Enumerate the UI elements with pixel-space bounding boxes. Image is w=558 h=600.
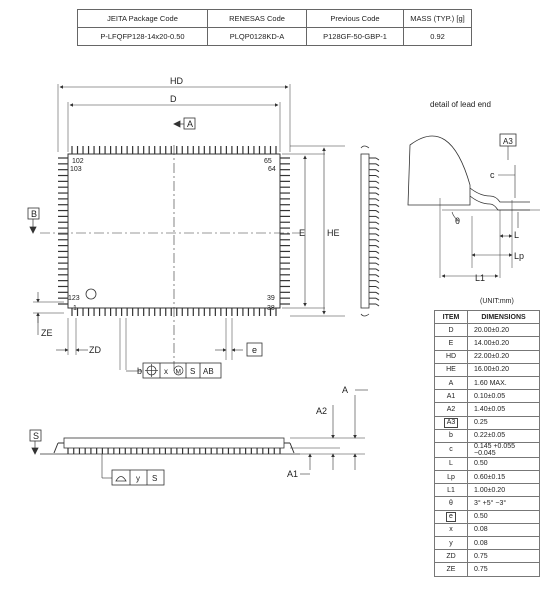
fcf-m: M [175,368,181,376]
flatness-y: y [136,474,140,483]
dim-value: 1.60 MAX. [468,376,540,389]
detail-a3: A3 [503,137,513,146]
dim-value: 0.60±0.15 [468,471,540,484]
dim-value: 0.75 [468,563,540,576]
dim-value: 22.00±0.20 [468,350,540,363]
dim-value: 0.08 [468,523,540,536]
datum-b-label: B [31,209,38,219]
header-previous: Previous Code [307,10,404,28]
col-dimensions: DIMENSIONS [468,311,540,324]
fcf-ab: AB [203,367,214,376]
header-jeita: JEITA Package Code [78,10,208,28]
value-jeita: P-LFQFP128-14x20-0.50 [78,28,208,46]
dim-value: 0.145 +0.055 −0.045 [468,442,540,457]
dim-item: A [435,376,468,389]
fcf-x: x [164,367,168,376]
pin-64-label: 64 [268,166,276,173]
detail-l: L [514,230,520,240]
dim-item: HD [435,350,468,363]
dim-value: 0.08 [468,537,540,550]
value-mass: 0.92 [404,28,472,46]
table-row [435,403,540,416]
dim-item: L1 [435,484,468,497]
dim-value: 0.75 [468,550,540,563]
label-e: E [299,228,306,238]
dim-item: E [435,337,468,350]
table-row [435,484,540,497]
flatness-icon [116,477,126,482]
detail-l1: L1 [475,273,486,283]
dim-item: ZD [435,550,468,563]
table-row [435,510,540,523]
right-leads [280,158,290,304]
unit-label: (UNIT:mm) [480,298,514,305]
pin-65-label: 65 [264,158,272,165]
dim-item: A2 [435,403,468,416]
pin-102-label: 102 [72,158,84,165]
header-mass: MASS (TYP.) [g] [404,10,472,28]
pin-1-label: 1 [73,305,77,312]
label-hd: HD [170,76,183,86]
table-row [435,324,540,337]
datum-a-label: A [187,119,194,129]
dim-item: A3 [435,416,468,429]
dim-value: 14.00±0.20 [468,337,540,350]
table-row [435,390,540,403]
dim-item: c [435,442,468,457]
dim-item: A1 [435,390,468,403]
table-row [435,363,540,376]
table-row [435,416,540,429]
label-zd: ZD [89,345,101,355]
dim-item: b [435,429,468,442]
value-renesas: PLQP0128KD-A [208,28,307,46]
label-e-pitch: e [252,345,258,355]
dim-item: L [435,457,468,470]
pin-103-label: 103 [70,166,82,173]
pin-39-label: 39 [267,295,275,302]
table-row [435,350,540,363]
table-row [435,471,540,484]
label-d: D [170,94,177,104]
dim-item: y [435,537,468,550]
end-view [361,146,379,316]
dimensions-header-row [435,311,540,324]
table-row [435,523,540,536]
label-he: HE [327,228,340,238]
label-ze: ZE [41,328,53,338]
dim-item: ZE [435,563,468,576]
dim-value: 0.50 [468,457,540,470]
left-leads [58,158,68,304]
detail-caption: detail of lead end [430,100,491,109]
col-item: ITEM [435,311,468,324]
detail-lp: Lp [514,251,525,261]
value-previous: P128GF-50-GBP-1 [307,28,404,46]
table-row [435,497,540,510]
dim-value: 3° +5° −3° [468,497,540,510]
table-row [435,537,540,550]
detail-theta: θ [455,216,461,226]
header-renesas: RENESAS Code [208,10,307,28]
table-row [435,563,540,576]
table-row [435,337,540,350]
label-a1: A1 [287,469,299,479]
flatness-s: S [152,474,158,483]
datum-s-label: S [33,431,40,441]
dim-value: 0.25 [468,416,540,429]
pin-123-label: 123 [68,295,80,302]
dim-value: 1.00±0.20 [468,484,540,497]
label-a2: A2 [316,406,328,416]
dim-item: e [435,510,468,523]
dim-value: 16.00±0.20 [468,363,540,376]
dim-item: θ [435,497,468,510]
table-row [435,550,540,563]
label-b: b [137,366,143,376]
dim-item: x [435,523,468,536]
table-row [435,457,540,470]
dim-item: HE [435,363,468,376]
dim-value: 0.22±0.05 [468,429,540,442]
detail-c: c [490,170,495,180]
table-row [435,429,540,442]
dim-item: Lp [435,471,468,484]
side-view [30,390,368,485]
dim-value: 1.40±0.05 [468,403,540,416]
dim-value: 0.10±0.05 [468,390,540,403]
dim-value: 0.50 [468,510,540,523]
table-row [435,376,540,389]
table-row [435,442,540,457]
pin-38-label: 38 [267,305,275,312]
dim-item: D [435,324,468,337]
dimensions-table [434,310,540,577]
dim-value: 20.00±0.20 [468,324,540,337]
fcf-s: S [190,367,196,376]
label-a: A [342,385,349,395]
